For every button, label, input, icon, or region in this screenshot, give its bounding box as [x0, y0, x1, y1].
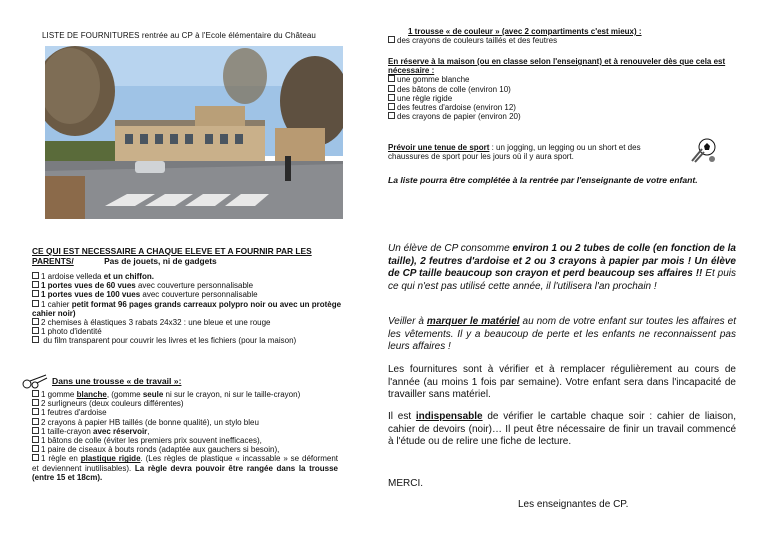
para-text: Et puis ce qui n'est pas utilisé cette année, il l'utilisera l'an prochain ! [388, 268, 736, 292]
checkbox-icon [32, 272, 39, 279]
checkbox-icon [32, 454, 39, 461]
para-emphasis: marquer le matériel [426, 316, 520, 327]
checkbox-icon [32, 327, 39, 334]
section-parents-heading: CE QUI EST NECESSAIRE A CHAQUE ELEVE ET A FOURNIR PAR LES PARENTS/ [32, 246, 312, 266]
item-text: des crayons de papier (environ 20) [397, 112, 521, 122]
paragraph-verify: Les fournitures sont à vérifier et à remplacer régulièrement au cours de l'année (au moins 1 fois par semaine). Votre enfant sera dans l'incapacité de travailler sans matériel. [388, 364, 736, 401]
para-emphasis: environ 1 ou 2 tubes de colle (en fonction de la taille), 2 feutres d'ardoise et 2 ou 3 crayons à papier par mois ! Un élève de CP taille beaucoup son crayon et perd beaucoup ses affaires !! [388, 243, 736, 280]
trousse-couleur-heading: 1 trousse « de couleur » (avec 2 compartiments c'est mieux) : [408, 27, 642, 36]
reserve-heading: En réserve à la maison (ou en classe selon l'enseignant) et à renouveler dès que cela est nécessaire : [388, 57, 726, 76]
list-item [32, 300, 344, 318]
list-item [32, 399, 338, 408]
checkbox-icon [32, 318, 39, 325]
checkbox-icon [32, 300, 39, 307]
item-emphasis: seule [142, 390, 164, 399]
checkbox-icon [388, 85, 395, 92]
list-item [32, 336, 344, 345]
checkbox-icon [32, 399, 39, 406]
trousse-couleur-item: des crayons de couleurs taillés et des feutres [397, 36, 558, 46]
para-text: au nom de votre enfant sur toutes les affaires et les vêtements. Il y a beaucoup de perte et les enfants ne reconnaissent pas leurs affaires ! [388, 316, 736, 353]
item-text: des bâtons de colle (environ 10) [397, 84, 511, 94]
item-emphasis: avec réservoir [93, 426, 148, 436]
checkbox-icon [32, 290, 39, 297]
sport-label: Prévoir une tenue de sport [388, 143, 490, 152]
list-item [388, 103, 738, 112]
item-text: . (Les règles de plastique « incassable » se déforment et deviennent inutilisables). [32, 454, 339, 473]
item-text: 1 taille-crayon [41, 426, 94, 436]
item-bold-text: petit format 96 pages grands carreaux polypro noir ou avec un protège cahier noir) [32, 299, 342, 318]
item-text: 2 crayons à papier HB taillés (de bonne qualité), un stylo bleu [41, 417, 259, 427]
trousse-couleur-section [388, 27, 736, 45]
list-item [388, 94, 738, 103]
sport-ball-icon [690, 137, 718, 168]
item-text: 1 feutres d'ardoise [41, 408, 107, 418]
checkbox-icon [32, 427, 39, 434]
checkbox-icon [32, 408, 39, 415]
item-text: une règle rigide [397, 93, 453, 103]
item-bold-text: 1 portes vues de 100 vues [41, 290, 141, 300]
list-item [32, 427, 338, 436]
sport-text: : un jogging, un legging ou un short et des chaussures de sport pour les jours où il y aura sport. [388, 143, 641, 162]
document-title: LISTE DE FOURNITURES rentrée au CP à l'Ecole élémentaire du Château [42, 31, 316, 40]
para-text: Veiller à [388, 316, 427, 327]
checkbox-icon [32, 281, 39, 288]
list-item [32, 445, 338, 454]
list-item [388, 112, 738, 121]
checkbox-icon [32, 390, 39, 397]
item-text: une gomme blanche [397, 75, 470, 85]
reserve-list [388, 75, 738, 121]
para-emphasis: indispensable [415, 411, 483, 422]
list-item [32, 318, 344, 327]
merci: MERCI. [388, 478, 423, 489]
item-text: , [147, 426, 150, 436]
paragraph-cartable [388, 411, 736, 449]
list-item [32, 436, 338, 445]
complete-note: La liste pourra être complétée à la rentrée par l'enseignante de votre enfant. [388, 175, 698, 185]
item-text: 1 bâtons de colle (éviter les premiers prix souvent inefficaces), [41, 436, 262, 446]
item-text: 1 photo d'identité [41, 327, 102, 337]
item-text: 1 règle en [41, 454, 81, 464]
item-text: 2 chemises à élastiques 3 rabats 24x32 : une bleue et une rouge [41, 318, 271, 328]
item-text: 1 paire de ciseaux à bouts ronds (adaptée aux gauchers si besoin), [41, 445, 280, 455]
para-text: Il est [388, 411, 416, 422]
list-item [32, 390, 338, 399]
list-item [388, 85, 738, 94]
school-photo-illustration [45, 46, 343, 219]
item-emphasis: plastique rigide [80, 454, 141, 464]
checkbox-icon [388, 112, 395, 119]
checkbox-icon [388, 75, 395, 82]
item-text: 1 gomme [41, 390, 77, 399]
checkbox-icon [388, 94, 395, 101]
paragraph-consumption [388, 243, 736, 293]
reserve-section [388, 57, 738, 121]
item-text: 1 cahier [41, 299, 72, 309]
para-text: Un élève de CP consomme [388, 243, 513, 254]
paragraph-label-material [388, 316, 736, 354]
sport-section [388, 143, 678, 161]
list-item [32, 281, 344, 290]
item-text: ni sur le crayon, ni sur le taille-crayon) [163, 390, 301, 399]
list-item [32, 418, 338, 427]
item-bold-text: 1 portes vues de 60 vues [41, 281, 136, 291]
checkbox-icon [32, 336, 39, 343]
list-item [32, 408, 338, 417]
section-parents [32, 246, 344, 346]
item-text: du film transparent pour couvrir les livres et les fichiers (pour la maison) [41, 336, 297, 346]
item-emphasis: blanche [76, 390, 107, 399]
checkbox-icon [32, 436, 39, 443]
no-toys-note: Pas de jouets, ni de gadgets [104, 256, 217, 266]
checkbox-icon [388, 36, 395, 43]
para-text: de vérifier le cartable chaque soir : cahier de liaison, cahier de devoirs (noir)… Il peut être nécessaire de finir un travail commencé à l'étude ou de relire une fiche de lecture. [388, 411, 736, 448]
parents-list [32, 272, 344, 346]
list-item [388, 75, 738, 84]
item-text: avec couverture personnalisable [135, 281, 254, 291]
list-item [32, 454, 338, 482]
item-text: 1 ardoise velleda [41, 272, 104, 281]
section-trousse-travail-heading [52, 377, 181, 386]
item-text: , (gomme [106, 390, 143, 399]
item-text: des feutres d'ardoise (environ 12) [397, 103, 516, 113]
item-text: avec couverture personnalisable [140, 290, 258, 300]
signature: Les enseignantes de CP. [518, 499, 629, 510]
list-item [32, 327, 344, 336]
checkbox-icon [388, 103, 395, 110]
item-emphasis: La règle devra pouvoir être rangée dans la trousse (entre 15 et 18cm). [32, 463, 338, 482]
checkbox-icon [32, 445, 39, 452]
checkbox-icon [32, 418, 39, 425]
trousse-travail-list [32, 390, 338, 482]
list-item [32, 272, 344, 281]
item-bold-text: et un chiffon. [103, 272, 154, 281]
school-photo [45, 46, 343, 219]
list-item [32, 290, 344, 299]
item-text: 2 surligneurs (deux couleurs différentes) [41, 399, 184, 409]
trousse-travail-title: Dans une trousse « de travail »: [52, 376, 182, 386]
